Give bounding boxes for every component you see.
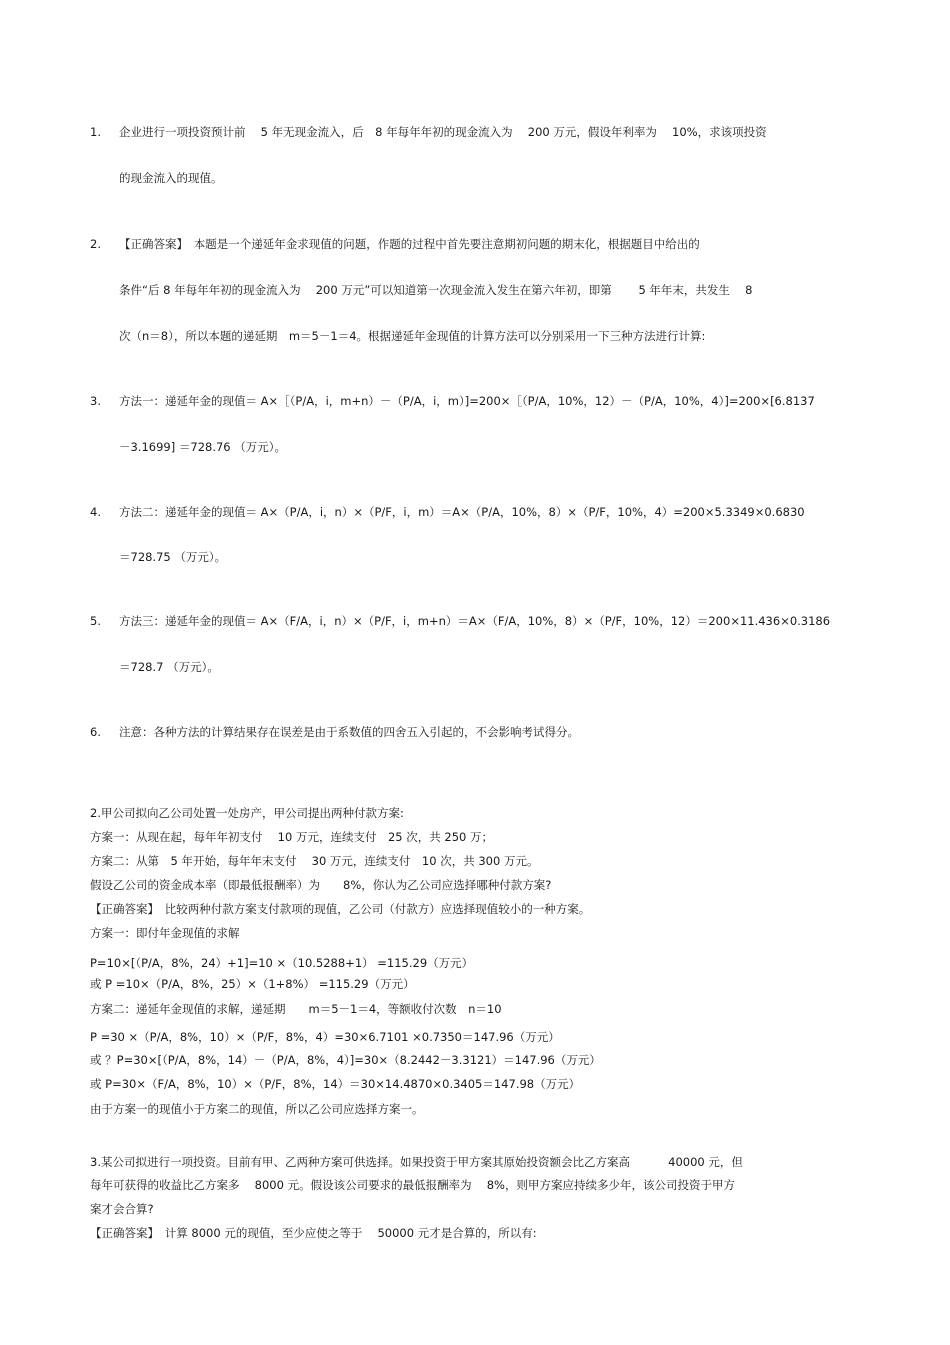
formula-line: 或 P =10×（P/A，8%，25）×（1+8%） =115.29（万元）	[90, 977, 415, 991]
section-line: 案才会合算?	[90, 1202, 154, 1216]
answer-label: 【正确答案】 计算 8000 元的现值，至少应使之等于 50000 元才是合算的，所以有:	[90, 1226, 537, 1240]
item-text: ＝728.7 （万元）。	[119, 660, 219, 674]
section-line: 每年可获得的收益比乙方案多 8000 元。假设该公司要求的最低报酬率为 8%，则甲方案应持续多少年，该公司投资于甲方	[90, 1178, 735, 1192]
section-heading: 3.某公司拟进行一项投资。目前有甲、乙两种方案可供选择。如果投资于甲方案其原始投资额会比乙方案高 40000 元，但	[90, 1155, 743, 1169]
item-text: 的现金流入的现值。	[119, 171, 223, 185]
formula-line: P=10×[（P/A，8%，24）+1]=10 ×（10.5288+1） =115.29（万元）	[90, 956, 474, 970]
section-line: 假设乙公司的资金成本率（即最低报酬率）为 8%，你认为乙公司应选择哪种付款方案?	[90, 878, 552, 892]
section-line: 方案二：递延年金现值的求解，递延期 m＝5－1＝4，等额收付次数 n＝10	[90, 1002, 502, 1016]
item-text: 【正确答案】 本题是一个递延年金求现值的问题，作题的过程中首先要注意期初问题的期末化，根据题目中给出的	[119, 237, 700, 251]
item-text: 次（n＝8），所以本题的递延期 m＝5－1＝4。根据递延年金现值的计算方法可以分别采用一下三种方法进行计算:	[119, 329, 706, 343]
section-line: 方案一：从现在起，每年年初支付 10 万元，连续支付 25 次，共 250 万；	[90, 830, 493, 844]
formula-line: 或 P=30×（F/A，8%，10）×（P/F，8%，14）＝30×14.4870×0.3405＝147.98（万元）	[90, 1077, 581, 1091]
answer-label: 【正确答案】 比较两种付款方案支付款项的现值，乙公司（付款方）应选择现值较小的一种方案。	[90, 902, 591, 916]
item-text: 企业进行一项投资预计前 5 年无现金流入，后 8 年每年年初的现金流入为 200 万元，假设年利率为 10%，求该项投资	[119, 125, 767, 139]
item-text: 方法二：递延年金的现值＝ A×（P/A，i，n）×（P/F，i，m）＝A×（P/A，10%，8）×（P/F，10%，4）=200×5.3349×0.6830	[119, 505, 805, 519]
item-text: 注意：各种方法的计算结果存在误差是由于系数值的四舍五入引起的，不会影响考试得分。	[119, 725, 579, 739]
item-number: 4.	[90, 505, 101, 519]
item-number: 5.	[90, 614, 101, 628]
item-text: 方法一：递延年金的现值＝ A×［（P/A，i，m+n）－（P/A，i，m）]=200×［（P/A，10%，12）－（P/A，10%，4）]=200×[6.8137	[119, 394, 815, 408]
section-line: 方案一：即付年金现值的求解	[90, 926, 240, 940]
formula-line: P =30 ×（P/A，8%，10）×（P/F，8%，4）=30×6.7101 ×0.7350＝147.96（万元）	[90, 1030, 560, 1044]
item-text: －3.1699] ＝728.76 （万元）。	[119, 440, 287, 454]
item-text: ＝728.75 （万元）。	[119, 550, 227, 564]
formula-line: 或 ？P=30×[（P/A，8%，14）－（P/A，8%，4）]=30×（8.2442－3.3121）＝147.96（万元）	[90, 1053, 601, 1067]
item-number: 3.	[90, 394, 101, 408]
item-number: 6.	[90, 725, 101, 739]
section-heading: 2.甲公司拟向乙公司处置一处房产，甲公司提出两种付款方案:	[90, 806, 404, 820]
item-text: 条件“后 8 年每年年初的现金流入为 200 万元”可以知道第一次现金流入发生在第六年初，即第 5 年年末，共发生 8	[119, 283, 753, 297]
item-number: 2.	[90, 237, 101, 251]
section-line: 由于方案一的现值小于方案二的现值，所以乙公司应选择方案一。	[90, 1102, 424, 1116]
item-text: 方法三：递延年金的现值＝ A×（F/A，i，n）×（P/F，i，m+n）＝A×（F/A，10%，8）×（P/F，10%，12）＝200×11.436×0.3186	[119, 614, 831, 628]
section-line: 方案二：从第 5 年开始，每年年末支付 30 万元，连续支付 10 次，共 300 万元。	[90, 854, 539, 868]
item-number: 1.	[90, 125, 101, 139]
